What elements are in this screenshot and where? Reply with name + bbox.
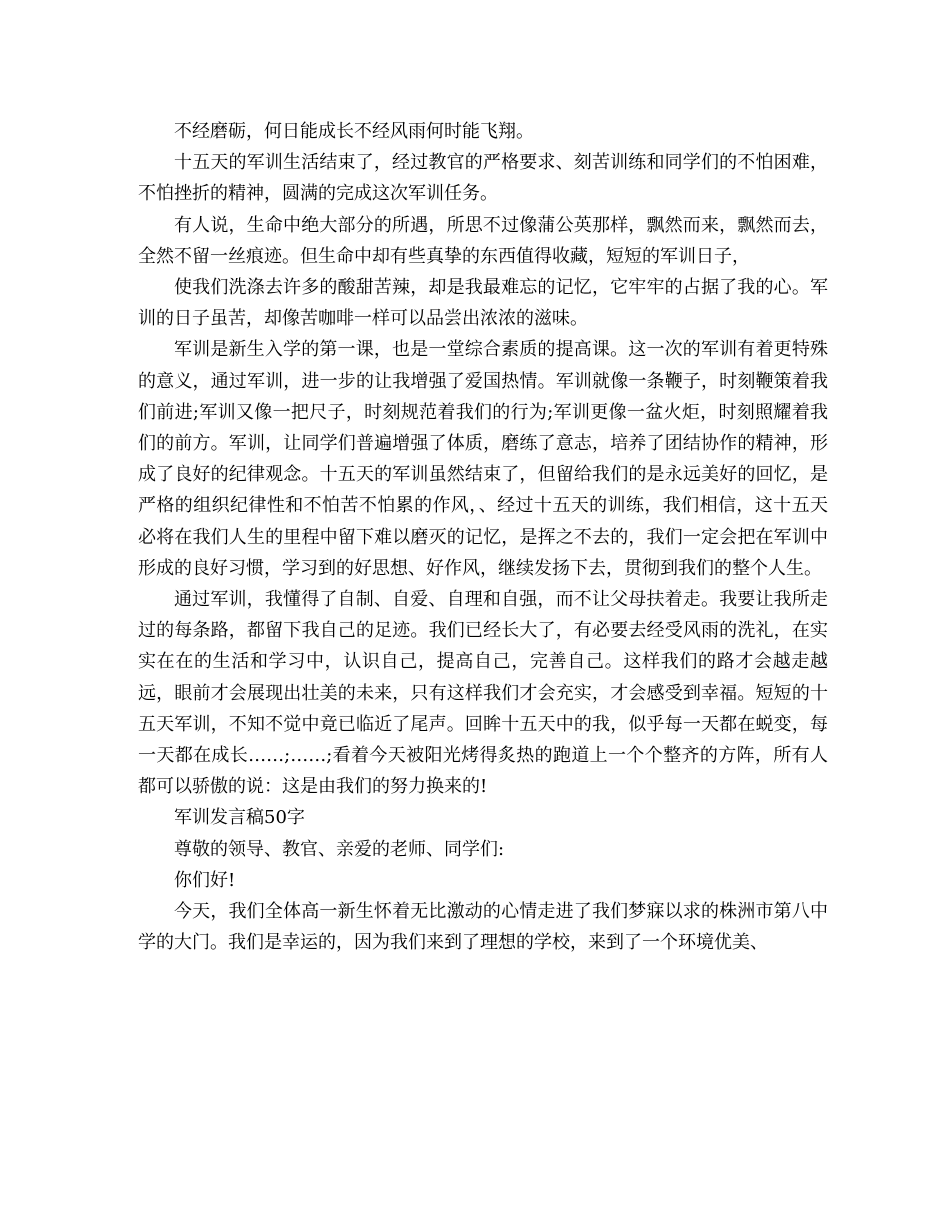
paragraph-bitter-coffee: 使我们洗涤去许多的酸甜苦辣，却是我最难忘的记忆，它牢牢的占据了我的心。军训的日子虽苦，却像苦咖啡一样可以品尝出浓浓的滋味。: [138, 277, 828, 330]
document-body: [138, 116, 828, 958]
salutation: 尊敬的领导、教官、亲爱的老师、同学们:: [174, 838, 505, 860]
paragraph-training-ends: 十五天的军训生活结束了，经过教官的严格要求、刻苦训练和同学们的不怕困难，不怕挫折的精神，圆满的完成这次军训任务。: [138, 152, 828, 205]
paragraph-growing-up: 通过军训，我懂得了自制、自爱、自理和自强，而不让父母扶着走。我要让我所走过的每条路，都留下我自己的足迹。我们已经长大了，有必要去经受风雨的洗礼，在实实在在的生活和学习中，认识自己，提高自己，完善自己。这样我们的路才会越走越远，眼前才会展现出壮美的未来，只有这样我们才会充实，才会感受到幸福。短短的十五天军训，不知不觉中竟已临近了尾声。回眸十五天中的我，似乎每一天都在蜕变，每一天都在成长……;……;看着今天被阳光烤得炙热的跑道上一个个整齐的方阵，所有人都可以骄傲的说：这是由我们的努力换来的!: [138, 589, 828, 798]
paragraph-first-lesson: 军训是新生入学的第一课，也是一堂综合素质的提高课。这一次的军训有着更特殊的意义，通过军训，进一步的让我增强了爱国热情。军训就像一条鞭子，时刻鞭策着我们前进;军训又像一把尺子，时刻规范着我们的行为;军训更像一盆火炬，时刻照耀着我们的前方。军训，让同学们普遍增强了体质，磨练了意志，培养了团结协作的精神，形成了良好的纪律观念。十五天的军训虽然结束了，但留给我们的是永远美好的回忆，是严格的组织纪律性和不怕苦不怕累的作风，、经过十五天的训练，我们相信，这十五天必将在我们人生的里程中留下难以磨灭的记忆，是挥之不去的，我们一定会把在军训中形成的良好习惯，学习到的好思想、好作风，继续发扬下去，贯彻到我们的整个人生。: [138, 339, 828, 579]
paragraph-dandelion: 有人说，生命中绝大部分的所遇，所思不过像蒲公英那样，飘然而来，飘然而去，全然不留一丝痕迹。但生命中却有些真挚的东西值得收藏，短短的军训日子，: [138, 214, 828, 267]
paragraph-speech-intro: 今天，我们全体高一新生怀着无比激动的心情走进了我们梦寐以求的株洲市第八中学的大门。我们是幸运的，因为我们来到了理想的学校，来到了一个环境优美、: [138, 901, 828, 954]
section-heading: 军训发言稿50字: [174, 807, 305, 829]
greeting: 你们好!: [174, 869, 236, 891]
paragraph-opening-line: 不经磨砺，何日能成长不经风雨何时能飞翔。: [174, 121, 534, 142]
